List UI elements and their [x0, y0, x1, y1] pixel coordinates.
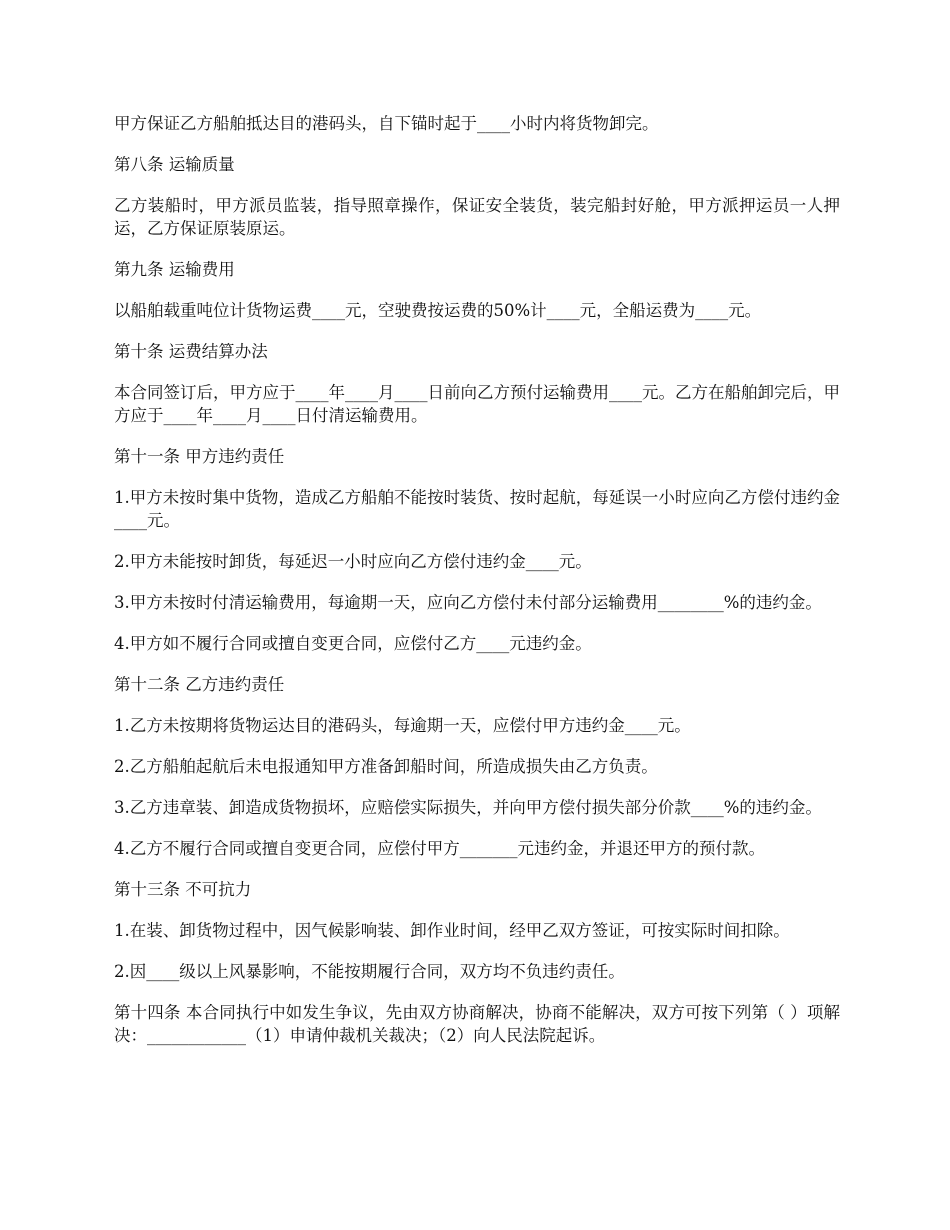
article-9-heading: 第九条 运输费用: [114, 260, 235, 279]
clause-13-item-1: 1.在装、卸货物过程中，因气候影响装、卸作业时间，经甲乙双方签证，可按实际时间扣除。: [114, 921, 790, 940]
clause-11-item-1: 1.甲方未按时集中货物，造成乙方船舶不能按时装货、按时起航，每延误一小时应向乙方偿付违约金____元。: [114, 488, 840, 530]
article-8-heading: 第八条 运输质量: [114, 155, 235, 174]
clause-12-item-1: 1.乙方未按期将货物运达目的港码头，每逾期一天，应偿付甲方违约金____元。: [114, 716, 691, 735]
article-10-heading: 第十条 运费结算办法: [114, 342, 268, 361]
clause-10-text: 本合同签订后，甲方应于____年____月____日前向乙方预付运输费用____元。乙方在船舶卸完后，甲方应于____年____月____日付清运输费用。: [114, 383, 840, 425]
clause-11-item-3: 3.甲方未按时付清运输费用，每逾期一天，应向乙方偿付未付部分运输费用________%的违约金。: [114, 593, 822, 612]
clause-11-item-2: 2.甲方未能按时卸货，每延迟一小时应向乙方偿付违约金____元。: [114, 552, 592, 571]
article-12-heading: 第十二条 乙方违约责任: [114, 675, 285, 694]
article-14-text: 第十四条 本合同执行中如发生争议，先由双方协商解决，协商不能解决，双方可按下列第（ ）项解决：____________（1）申请仲裁机关裁决；（2）向人民法院起诉。: [114, 1003, 840, 1045]
clause-12-item-2: 2.乙方船舶起航后未电报通知甲方准备卸船时间，所造成损失由乙方负责。: [114, 757, 658, 776]
clause-11-item-4: 4.甲方如不履行合同或擅自变更合同，应偿付乙方____元违约金。: [114, 634, 592, 653]
clause-13-item-2: 2.因____级以上风暴影响，不能按期履行合同，双方均不负违约责任。: [114, 962, 625, 981]
clause-9-text: 以船舶载重吨位计货物运费____元，空驶费按运费的50%计____元，全船运费为____元。: [114, 301, 762, 320]
article-13-heading: 第十三条 不可抗力: [114, 880, 252, 899]
clause-7-unloading-time: 甲方保证乙方船舶抵达目的港码头，自下锚时起于____小时内将货物卸完。: [114, 114, 659, 133]
article-11-heading: 第十一条 甲方违约责任: [114, 447, 285, 466]
clause-8-text: 乙方装船时，甲方派员监装，指导照章操作，保证安全装货，装完船封好舱，甲方派押运员一人押运，乙方保证原装原运。: [114, 196, 840, 238]
document-body: [114, 112, 840, 1065]
clause-12-item-4: 4.乙方不履行合同或擅自变更合同，应偿付甲方_______元违约金，并退还甲方的预付款。: [114, 839, 765, 858]
clause-12-item-3: 3.乙方违章装、卸造成货物损坏，应赔偿实际损失，并向甲方偿付损失部分价款____%的违约金。: [114, 798, 822, 817]
